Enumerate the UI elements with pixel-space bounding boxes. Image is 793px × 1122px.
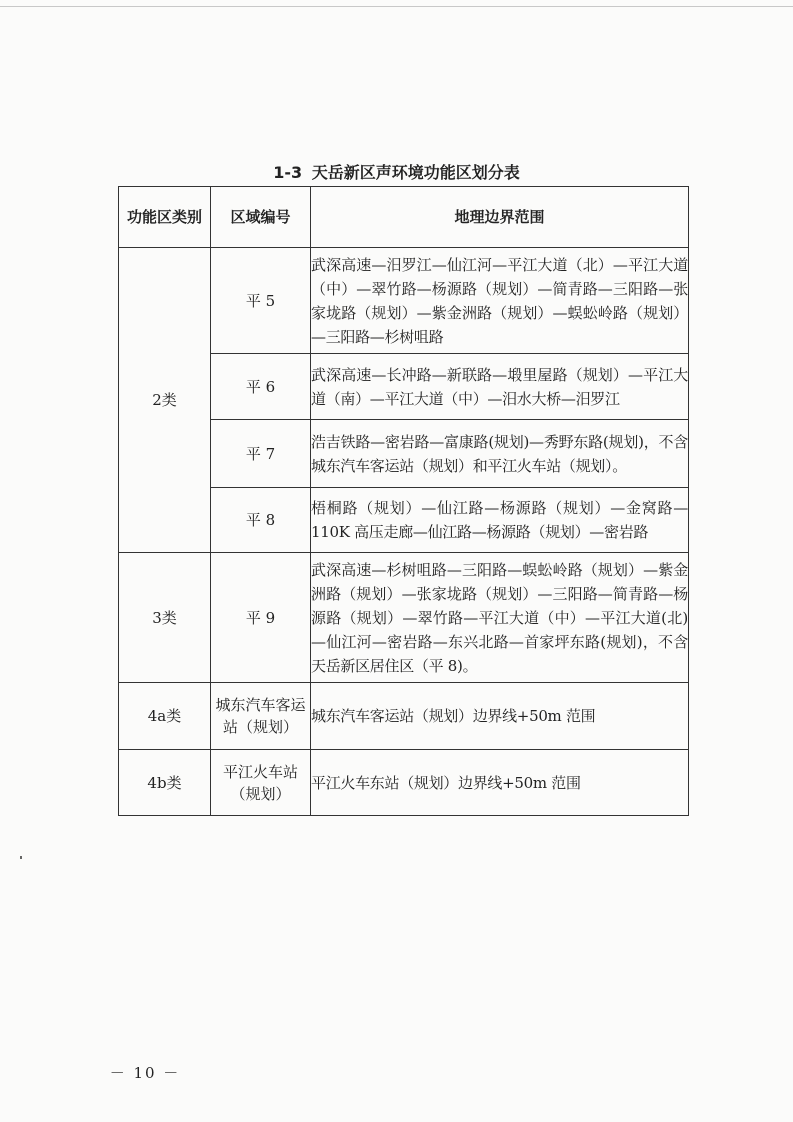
boundary-cell: 城东汽车客运站（规划）边界线+50m 范围: [311, 683, 689, 750]
category-cell: 4a类: [119, 683, 211, 750]
boundary-cell: 梧桐路（规划）—仙江路—杨源路（规划）—金窝路—110K 高压走廊—仙江路—杨源路（规划）—密岩路: [311, 488, 689, 553]
zone-code-cell: 平 7: [211, 420, 311, 488]
zone-code-cell: 平 5: [211, 248, 311, 354]
header-zone-code: 区域编号: [211, 187, 311, 248]
header-category: 功能区类别: [119, 187, 211, 248]
category-cell: 2类: [119, 248, 211, 553]
table-row: [119, 750, 689, 816]
zone-code-cell: 平 6: [211, 354, 311, 420]
table-row: [119, 248, 689, 354]
boundary-cell: 武深高速—杉树咀路—三阳路—蜈蚣岭路（规划）—紫金洲路（规划）—张家垅路（规划）—三阳路—简青路—杨源路（规划）—翠竹路—平江大道（中）—平江大道(北)—仙江河—密岩路—东兴北路—首家坪东路(规划)，不含天岳新区居住区（平 8)。: [311, 553, 689, 683]
table-title-text: 天岳新区声环境功能区划分表: [311, 163, 520, 182]
page-number: － 10 －: [109, 1064, 181, 1082]
category-cell: 3类: [119, 553, 211, 683]
zone-code-cell: 平江火车站（规划）: [211, 750, 311, 816]
table-number: 1-3: [273, 163, 303, 182]
category-cell: 4b类: [119, 750, 211, 816]
table-header-row: [119, 187, 689, 248]
boundary-cell: 平江火车东站（规划）边界线+50m 范围: [311, 750, 689, 816]
scan-top-edge: [0, 6, 793, 7]
zone-code-cell: 平 9: [211, 553, 311, 683]
boundary-cell: 浩吉铁路—密岩路—富康路(规划)—秀野东路(规划)，不含城东汽车客运站（规划）和平江火车站（规划）。: [311, 420, 689, 488]
boundary-cell: 武深高速—长冲路—新联路—塅里屋路（规划）—平江大道（南）—平江大道（中）—汨水大桥—汨罗江: [311, 354, 689, 420]
header-boundary: 地理边界范围: [311, 187, 689, 248]
scan-speck: [20, 856, 22, 859]
boundary-cell: 武深高速—汨罗江—仙江河—平江大道（北）—平江大道（中）—翠竹路—杨源路（规划）—简青路—三阳路—张家垅路（规划）—紫金洲路（规划）—蜈蚣岭路（规划）—三阳路—杉树咀路: [311, 248, 689, 354]
table-title: [0, 160, 793, 183]
noise-zone-table: [118, 186, 689, 816]
table-row: [119, 683, 689, 750]
table-row: [119, 553, 689, 683]
zone-code-cell: 平 8: [211, 488, 311, 553]
zone-code-cell: 城东汽车客运站（规划）: [211, 683, 311, 750]
